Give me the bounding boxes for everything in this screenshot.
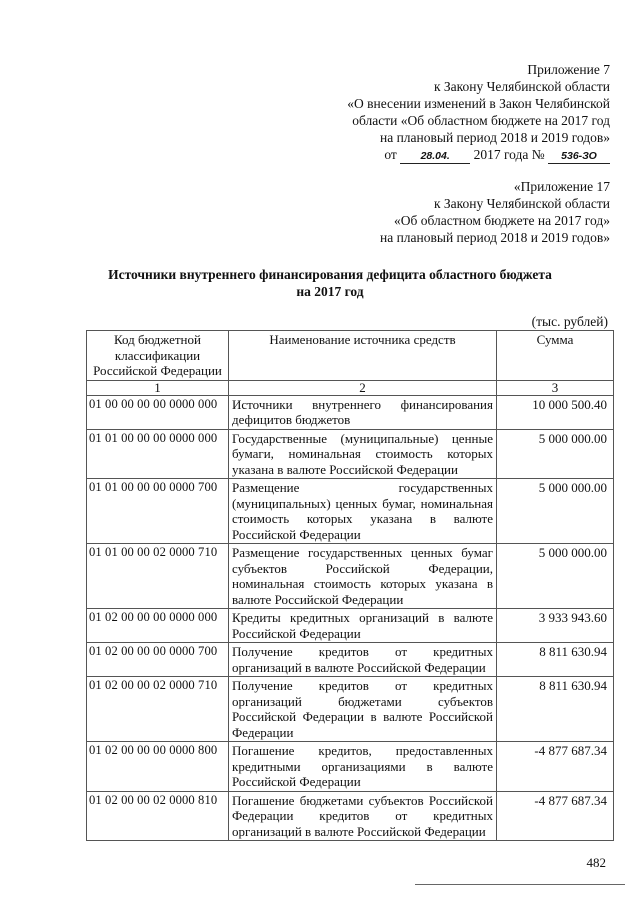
- row-code: 01 01 00 00 00 0000 000: [87, 429, 229, 479]
- table-row: [87, 609, 614, 643]
- law-reference: к Закону Челябинской области: [433, 79, 610, 94]
- appendix-label: Приложение 7: [527, 62, 610, 77]
- column-number: 1: [87, 380, 229, 395]
- row-code: 01 01 00 00 02 0000 710: [87, 544, 229, 609]
- row-name: Размещение государственных ценных бумаг субъектов Российской Федерации, номинальная стоимость которых указана в валюте Российской Федерации: [229, 544, 497, 609]
- page-number: 482: [586, 855, 606, 870]
- row-sum: 8 811 630.94: [497, 643, 614, 677]
- title-line: Источники внутреннего финансирования дефицита областного бюджета: [108, 267, 552, 282]
- row-sum: 8 811 630.94: [497, 677, 614, 742]
- financing-sources-table: [86, 330, 614, 841]
- row-sum: -4 877 687.34: [497, 742, 614, 792]
- row-code: 01 01 00 00 00 0000 700: [87, 479, 229, 544]
- row-name: Получение кредитов от кредитных организаций в валюте Российской Федерации: [229, 643, 497, 677]
- header-sum: Сумма: [497, 331, 614, 381]
- table-row: [87, 479, 614, 544]
- header-code: Код бюджетной классификации Российской Федерации: [87, 331, 229, 381]
- row-code: 01 02 00 00 02 0000 810: [87, 791, 229, 841]
- row-name: Получение кредитов от кредитных организаций бюджетами субъектов Российской Федерации в валюте Российской Федерации: [229, 677, 497, 742]
- row-sum: 5 000 000.00: [497, 429, 614, 479]
- law-title-line: на плановый период 2018 и 2019 годов»: [379, 230, 610, 245]
- table-row: [87, 544, 614, 609]
- table-row: [87, 742, 614, 792]
- law-appendix-header: [347, 61, 610, 164]
- date-suffix: 2017 года №: [473, 147, 545, 162]
- row-name: Государственные (муниципальные) ценные бумаги, номинальная стоимость которых указана в валюте Российской Федерации: [229, 429, 497, 479]
- row-sum: -4 877 687.34: [497, 791, 614, 841]
- original-appendix-header: [380, 178, 610, 246]
- date-prefix: от: [384, 147, 397, 162]
- law-title-line: «О внесении изменений в Закон Челябинской: [347, 96, 610, 111]
- date-value: 28.04.: [400, 150, 470, 164]
- row-code: 01 02 00 00 02 0000 710: [87, 677, 229, 742]
- row-name: Погашение бюджетами субъектов Российской Федерации кредитов от кредитных организаций в валюте Российской Федерации: [229, 791, 497, 841]
- appendix-label: «Приложение 17: [513, 179, 610, 194]
- column-number-row: [87, 380, 614, 395]
- table-row: [87, 643, 614, 677]
- title-line: на 2017 год: [296, 284, 364, 299]
- table-row: [87, 791, 614, 841]
- row-code: 01 02 00 00 00 0000 800: [87, 742, 229, 792]
- row-name: Кредиты кредитных организаций в валюте Российской Федерации: [229, 609, 497, 643]
- table-row: [87, 677, 614, 742]
- row-code: 01 02 00 00 00 0000 700: [87, 643, 229, 677]
- column-number: 3: [497, 380, 614, 395]
- row-sum: 5 000 000.00: [497, 544, 614, 609]
- row-sum: 3 933 943.60: [497, 609, 614, 643]
- units-label: (тыс. рублей): [531, 314, 608, 329]
- table-row: [87, 395, 614, 429]
- row-code: 01 00 00 00 00 0000 000: [87, 395, 229, 429]
- table-header-row: [87, 331, 614, 381]
- law-title-line: «Об областном бюджете на 2017 год»: [394, 213, 610, 228]
- row-name: Размещение государственных (муниципальных) ценных бумаг, номинальная стоимость которых указана в валюте Российской Федерации: [229, 479, 497, 544]
- row-sum: 10 000 500.40: [497, 395, 614, 429]
- law-date-line: [347, 146, 610, 164]
- law-title-line: области «Об областном бюджете на 2017 год: [352, 113, 610, 128]
- table-row: [87, 429, 614, 479]
- row-sum: 5 000 000.00: [497, 479, 614, 544]
- row-name: Погашение кредитов, предоставленных кредитными организациями в валюте Российской Федерации: [229, 742, 497, 792]
- row-name: Источники внутреннего финансирования дефицитов бюджетов: [229, 395, 497, 429]
- document-title: [80, 266, 580, 300]
- column-number: 2: [229, 380, 497, 395]
- header-name: Наименование источника средств: [229, 331, 497, 381]
- law-title-line: на плановый период 2018 и 2019 годов»: [379, 130, 610, 145]
- law-reference: к Закону Челябинской области: [433, 196, 610, 211]
- footer-divider: [415, 884, 625, 885]
- row-code: 01 02 00 00 00 0000 000: [87, 609, 229, 643]
- law-number: 536-ЗО: [548, 150, 610, 164]
